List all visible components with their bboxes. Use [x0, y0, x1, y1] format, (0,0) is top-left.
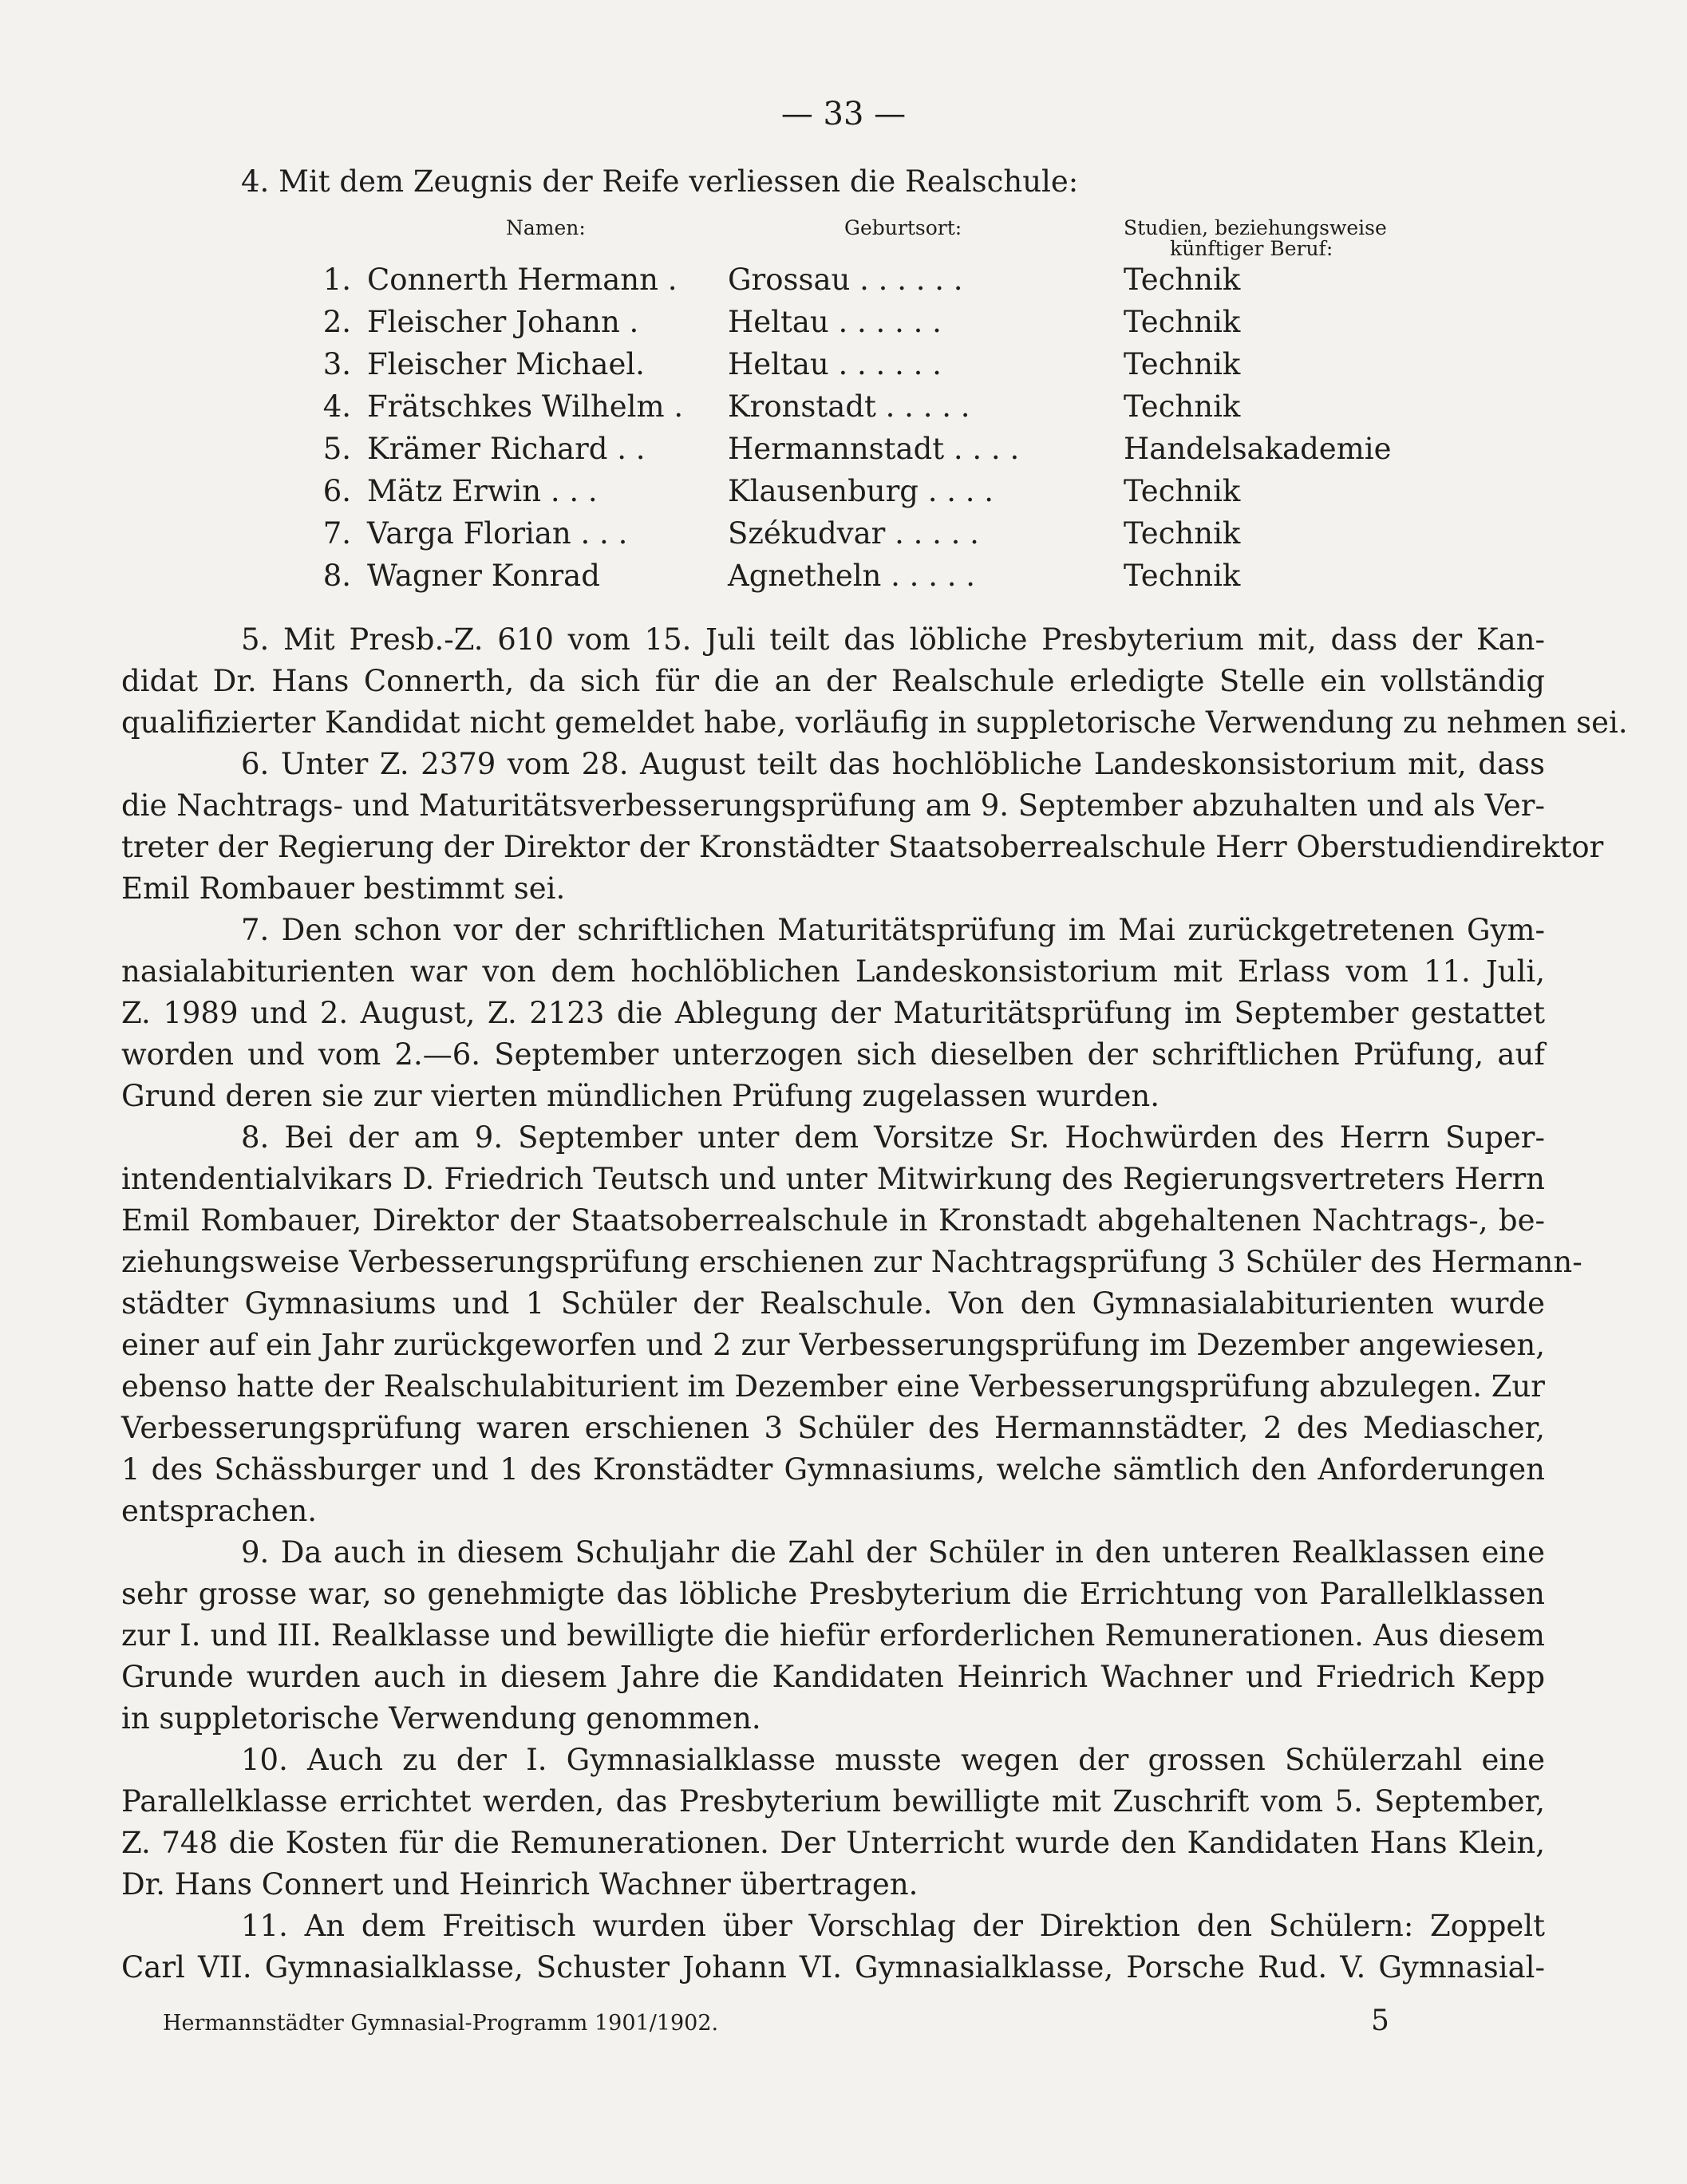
table-row	[0, 259, 1687, 301]
text-line: Dr. Hans Connert und Heinrich Wachner übertragen.	[121, 1867, 919, 1902]
text-line: 9. Da auch in diesem Schuljahr die Zahl der Schüler in den unteren Realklassen eine	[241, 1535, 1545, 1570]
student-name: Mätz Erwin . . .	[367, 474, 598, 508]
study-field: Technik	[1124, 347, 1241, 381]
student-name: Connerth Hermann .	[367, 263, 678, 297]
study-field: Technik	[1124, 559, 1241, 593]
study-field: Technik	[1124, 474, 1241, 508]
text-line: Grunde wurden auch in diesem Jahre die Kandidaten Heinrich Wachner und Friedrich Kepp	[121, 1660, 1545, 1694]
student-name: Varga Florian . . .	[367, 516, 628, 551]
birthplace: Kronstadt . . . . .	[728, 389, 970, 424]
text-line: Grund deren sie zur vierten mündlichen Prüfung zugelassen wurden.	[121, 1079, 1160, 1113]
birthplace: Grossau . . . . . .	[728, 263, 963, 297]
section-heading: 4. Mit dem Zeugnis der Reife verliessen die Realschule:	[241, 164, 1079, 199]
text-line: zur I. und III. Realklasse und bewilligte die hiefür erforderlichen Remunerationen. Aus diesem	[121, 1618, 1545, 1653]
row-number: 3.	[322, 347, 351, 381]
text-line: qualifizierter Kandidat nicht gemeldet habe, vorläufig in suppletorische Verwendung zu nehmen sei.	[121, 705, 1628, 740]
text-line: 5. Mit Presb.-Z. 610 vom 15. Juli teilt das löbliche Presbyterium mit, dass der Kan-	[241, 622, 1545, 657]
study-field: Technik	[1124, 263, 1241, 297]
text-line: 10. Auch zu der I. Gymnasialklasse musste wegen der grossen Schülerzahl eine	[241, 1743, 1545, 1777]
text-line: Carl VII. Gymnasialklasse, Schuster Johann VI. Gymnasialklasse, Porsche Rud. V. Gymnasial-	[121, 1950, 1545, 1985]
text-line: 6. Unter Z. 2379 vom 28. August teilt das hochlöbliche Landeskonsistorium mit, dass	[241, 747, 1545, 781]
table-header-study: Studien, beziehungsweise	[1124, 216, 1387, 239]
text-line: intendentialvikars D. Friedrich Teutsch und unter Mitwirkung des Regierungsvertreters Herrn	[121, 1162, 1545, 1196]
table-row	[0, 344, 1687, 385]
birthplace: Székudvar . . . . .	[728, 516, 979, 551]
text-line: Emil Rombauer bestimmt sei.	[121, 871, 566, 906]
table-row	[0, 471, 1687, 512]
study-field: Handelsakademie	[1124, 432, 1392, 466]
birthplace: Heltau . . . . . .	[728, 347, 942, 381]
text-line: einer auf ein Jahr zurückgeworfen und 2 zur Verbesserungsprüfung im Dezember angewiesen,	[121, 1328, 1545, 1362]
text-line: worden und vom 2.—6. September unterzogen sich dieselben der schriftlichen Prüfung, auf	[121, 1037, 1545, 1072]
table-row	[0, 429, 1687, 470]
birthplace: Hermannstadt . . . .	[728, 432, 1020, 466]
text-line: didat Dr. Hans Connerth, da sich für die an der Realschule erledigte Stelle ein vollständig	[121, 664, 1545, 698]
signature-mark: 5	[1371, 2004, 1389, 2037]
study-field: Technik	[1124, 516, 1241, 551]
student-name: Frätschkes Wilhelm .	[367, 389, 684, 424]
table-header-study-cont: künftiger Beruf:	[1170, 237, 1333, 260]
table-row	[0, 513, 1687, 555]
text-line: sehr grosse war, so genehmigte das löbliche Presbyterium die Errichtung von Parallelklassen	[121, 1577, 1545, 1611]
text-line: Parallelklasse errichtet werden, das Presbyterium bewilligte mit Zuschrift vom 5. September,	[121, 1784, 1545, 1819]
text-line: entsprachen.	[121, 1494, 318, 1528]
study-field: Technik	[1124, 305, 1241, 339]
page-footer: Hermannstädter Gymnasial-Programm 1901/1902.	[163, 2011, 719, 2036]
row-number: 5.	[322, 432, 351, 466]
student-name: Wagner Konrad	[367, 559, 600, 593]
table-row	[0, 555, 1687, 597]
student-name: Fleischer Johann .	[367, 305, 639, 339]
birthplace: Klausenburg . . . .	[728, 474, 994, 508]
row-number: 8.	[322, 559, 351, 593]
row-number: 4.	[322, 389, 351, 424]
text-line: nasialabiturienten war von dem hochlöblichen Landeskonsistorium mit Erlass vom 11. Juli,	[121, 954, 1545, 989]
text-line: die Nachtrags- und Maturitätsverbesserungsprüfung am 9. September abzuhalten und als Ver-	[121, 788, 1545, 823]
study-field: Technik	[1124, 389, 1241, 424]
text-line: treter der Regierung der Direktor der Kronstädter Staatsoberrealschule Herr Oberstudiendirektor	[121, 830, 1604, 864]
text-line: in suppletorische Verwendung genommen.	[121, 1701, 761, 1736]
text-line: Verbesserungsprüfung waren erschienen 3 Schüler des Hermannstädter, 2 des Mediascher,	[121, 1411, 1545, 1445]
row-number: 7.	[322, 516, 351, 551]
text-line: Z. 748 die Kosten für die Remunerationen. Der Unterricht wurde den Kandidaten Hans Klein,	[121, 1826, 1545, 1860]
row-number: 2.	[322, 305, 351, 339]
birthplace: Agnetheln . . . . .	[728, 559, 976, 593]
text-line: 1 des Schässburger und 1 des Kronstädter Gymnasiums, welche sämtlich den Anforderungen	[121, 1452, 1545, 1487]
student-name: Krämer Richard . .	[367, 432, 646, 466]
birthplace: Heltau . . . . . .	[728, 305, 942, 339]
table-header-birthplace: Geburtsort:	[844, 216, 962, 239]
row-number: 6.	[322, 474, 351, 508]
row-number: 1.	[322, 263, 351, 297]
table-row	[0, 386, 1687, 428]
table-header-name: Namen:	[506, 216, 586, 239]
text-line: Z. 1989 und 2. August, Z. 2123 die Ablegung der Maturitätsprüfung im September gestattet	[121, 996, 1545, 1030]
text-line: ziehungsweise Verbesserungsprüfung erschienen zur Nachtragsprüfung 3 Schüler des Hermann-	[121, 1245, 1582, 1279]
text-line: städter Gymnasiums und 1 Schüler der Realschule. Von den Gymnasialabiturienten wurde	[121, 1286, 1545, 1321]
text-line: Emil Rombauer, Direktor der Staatsoberrealschule in Kronstadt abgehaltenen Nachtrags-, be-	[121, 1203, 1545, 1238]
text-line: 11. An dem Freitisch wurden über Vorschlag der Direktion den Schülern: Zoppelt	[241, 1909, 1545, 1943]
text-line: 7. Den schon vor der schriftlichen Maturitätsprüfung im Mai zurückgetretenen Gym-	[241, 913, 1545, 947]
page-number: — 33 —	[780, 96, 907, 132]
student-name: Fleischer Michael.	[367, 347, 645, 381]
text-line: ebenso hatte der Realschulabiturient im Dezember eine Verbesserungsprüfung abzulegen. Zur	[121, 1369, 1545, 1404]
text-line: 8. Bei der am 9. September unter dem Vorsitze Sr. Hochwürden des Herrn Super-	[241, 1120, 1545, 1155]
table-row	[0, 302, 1687, 343]
